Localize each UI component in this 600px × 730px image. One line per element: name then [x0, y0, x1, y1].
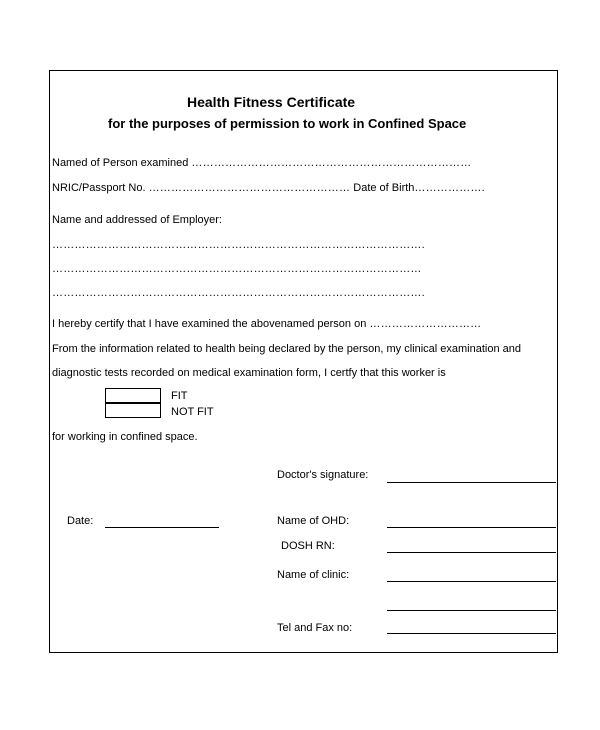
dob-label: Date of Birth — [353, 182, 415, 194]
not-fit-checkbox[interactable] — [105, 403, 161, 418]
nric-field[interactable] — [52, 182, 485, 195]
date-line[interactable] — [105, 527, 219, 528]
certify-line-4: for working in confined space. — [52, 431, 198, 443]
nric-dots: ……………………………………………… — [148, 182, 351, 194]
dosh-rn-label: DOSH RN: — [281, 540, 335, 552]
clinic-label: Name of clinic: — [277, 569, 350, 581]
employer-line-3[interactable]: ………………………………………………………………………………………. — [52, 287, 425, 299]
date-label: Date: — [67, 515, 94, 527]
certify-line-2: From the information related to health being declared by the person, my clinical examination and — [52, 343, 521, 355]
tel-fax-line[interactable] — [387, 633, 556, 634]
certificate-title: Health Fitness Certificate — [187, 94, 356, 110]
doctor-signature-label: Doctor's signature: — [277, 469, 369, 481]
tel-fax-label: Tel and Fax no: — [277, 622, 353, 634]
certificate-subtitle: for the purposes of permission to work in Confined Space — [108, 116, 467, 131]
dob-dots: ………………. — [414, 182, 485, 194]
ohd-name-line[interactable] — [387, 527, 556, 528]
nric-label: NRIC/Passport No. — [52, 182, 146, 194]
fit-label: FIT — [171, 390, 188, 402]
person-name-field[interactable] — [52, 157, 471, 170]
person-name-label: Named of Person examined — [52, 157, 189, 169]
employer-line-2[interactable]: ……………………………………………………………………………………… — [52, 263, 422, 275]
not-fit-label: NOT FIT — [171, 406, 214, 418]
exam-date-dots[interactable]: ………………………… — [369, 318, 482, 330]
certify-line-3: diagnostic tests recorded on medical examination form, I certfy that this worker is — [52, 367, 446, 379]
certify-text: I hereby certify that I have examined the abovenamed person on — [52, 318, 367, 330]
clinic-line-2[interactable] — [387, 610, 556, 611]
employer-line-1[interactable]: ………………………………………………………………………………………. — [52, 239, 425, 251]
employer-label: Name and addressed of Employer: — [52, 214, 222, 226]
certify-line-1 — [52, 318, 481, 331]
dosh-rn-line[interactable] — [387, 552, 556, 553]
clinic-line-1[interactable] — [387, 581, 556, 582]
fit-checkbox[interactable] — [105, 388, 161, 403]
person-name-dots: ………………………………………………………………… — [191, 157, 472, 169]
doctor-signature-line[interactable] — [387, 482, 556, 483]
ohd-name-label: Name of OHD: — [277, 515, 350, 527]
